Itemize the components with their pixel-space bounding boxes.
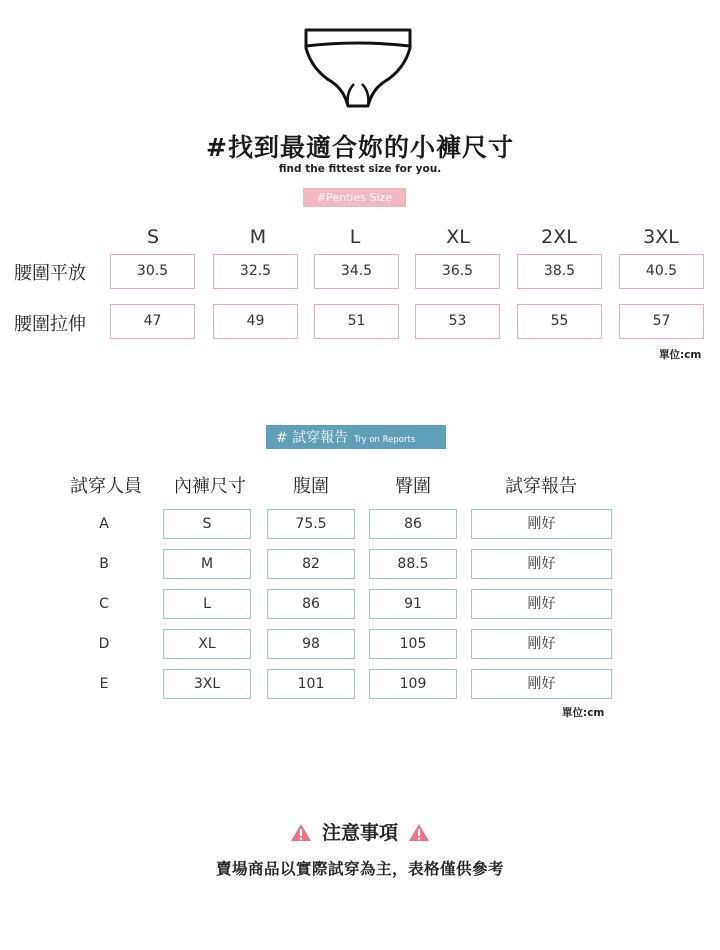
notice-heading [0,818,720,845]
size-header: M [249,226,267,248]
size-cell: 55 [517,304,602,339]
table-cell-hip: 88.5 [369,549,457,579]
table-cell-hip: 109 [369,669,457,699]
try-on-unit: 單位:cm [562,707,605,719]
size-cell: 47 [110,304,195,339]
warning-icon [290,823,312,842]
row-label-waist-flat: 腰圍平放 [14,263,86,284]
size-cell: 38.5 [517,254,602,289]
column-header-tester: 試穿人員 [70,476,142,497]
size-header: 2XL [541,226,577,248]
page-title: #找到最適合妳的小褲尺寸 [206,133,514,162]
table-cell-hip: 105 [369,629,457,659]
tester-label: A [99,516,109,532]
table-cell-report: 剛好 [471,629,612,659]
tester-label: D [98,636,110,652]
size-cell: 49 [213,304,298,339]
table-cell-report: 剛好 [471,549,612,579]
size-header: XL [446,226,470,248]
tester-label: C [99,596,109,612]
table-cell-size: L [163,589,251,619]
table-cell-abdomen: 101 [267,669,355,699]
tester-label: E [99,676,109,692]
size-cell: 32.5 [213,254,298,289]
table-cell-hip: 91 [369,589,457,619]
size-cell: 34.5 [314,254,399,289]
size-header: 3XL [643,226,679,248]
try-on-tag-sub: Try on Reports [354,435,416,445]
table-cell-size: XL [163,629,251,659]
try-on-tag-main: # 試穿報告 [276,430,349,446]
notice-title: 注意事項 [321,822,398,844]
table-cell-size: S [163,509,251,539]
size-header: L [349,226,361,248]
size-header: S [146,226,160,248]
table-cell-report: 剛好 [471,589,612,619]
size-cell: 57 [619,304,704,339]
table-cell-abdomen: 86 [267,589,355,619]
page-subtitle: find the fittest size for you. [278,163,442,175]
table-cell-size: 3XL [163,669,251,699]
table-cell-size: M [163,549,251,579]
table-cell-report: 剛好 [471,509,612,539]
tester-label: B [99,556,109,572]
warning-icon [408,823,430,842]
column-header-size: 內褲尺寸 [174,476,246,497]
size-cell: 30.5 [110,254,195,289]
size-chart-unit: 單位:cm [659,349,702,361]
table-cell-report: 剛好 [471,669,612,699]
table-cell-hip: 86 [369,509,457,539]
column-header-abdomen: 腹圍 [293,476,329,497]
notice-text: 賣場商品以實際試穿為主，表格僅供參考 [215,860,504,878]
try-on-section-tag [266,425,446,449]
table-cell-abdomen: 98 [267,629,355,659]
size-cell: 40.5 [619,254,704,289]
size-section-tag: #Penties Size [303,188,406,207]
column-header-report: 試穿報告 [505,476,577,497]
size-cell: 53 [415,304,500,339]
row-label-waist-stretch: 腰圍拉伸 [14,314,86,335]
table-cell-abdomen: 75.5 [267,509,355,539]
size-cell: 36.5 [415,254,500,289]
table-cell-abdomen: 82 [267,549,355,579]
briefs-illustration [300,26,416,116]
size-cell: 51 [314,304,399,339]
column-header-hip: 臀圍 [395,476,431,497]
